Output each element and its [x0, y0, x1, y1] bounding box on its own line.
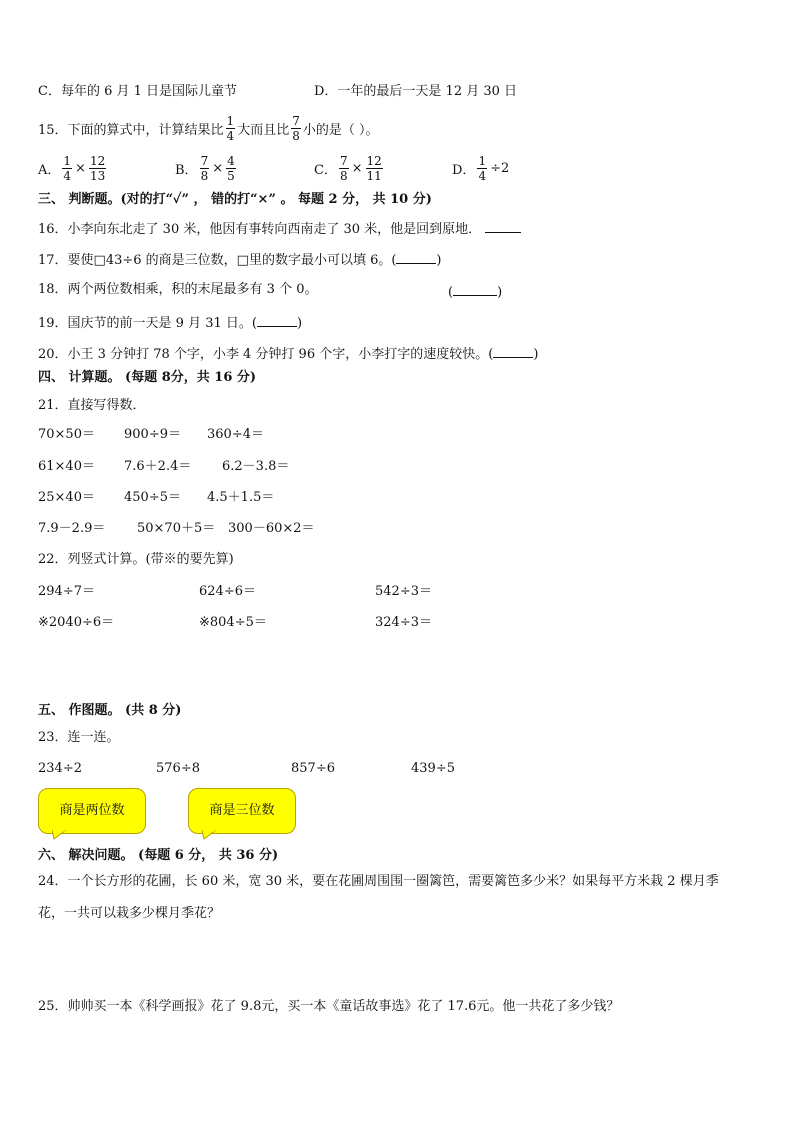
q21-row-3-col-3: 4.5＋1.5＝ [207, 490, 275, 505]
q21-row-2-col-3: 6.2－3.8＝ [222, 459, 290, 474]
q24-line-1: 24．一个长方形的花圃，长 60 米，宽 30 米，要在花圃周围围一圈篱笆，需要篱笆多少米？如果每平方米栽 2 棵月季 [38, 874, 719, 889]
q21-row-4-col-1: 7.9－2.9＝ [38, 521, 106, 536]
q21-row-1-col-3: 360÷4＝ [207, 427, 264, 442]
q20-answer-blank[interactable] [493, 343, 533, 358]
q15-stem-part-a: 15．下面的算式中，计算结果比 [38, 122, 224, 138]
section-4-heading: 四、 计算题。 (每题 8分，共 16 分) [38, 370, 257, 385]
q14-option-c: C．每年的 6 月 1 日是国际儿童节 [38, 84, 238, 99]
q21-row-4-col-2: 50×70＋5＝ [137, 521, 216, 536]
q23-stem: 23．连一连。 [38, 730, 120, 745]
q15-option-b: B． $\frac{7}{8}$ × $\frac{4}{5}$ [175, 153, 235, 183]
q15-option-c: C． $\frac{7}{8}$ × $\frac{12}{11}$ [314, 153, 382, 183]
q16-answer-blank[interactable] [485, 218, 521, 233]
section-5-heading: 五、 作图题。 (共 8 分) [38, 703, 182, 718]
q16: 16．小李向东北走了 30 米，他因有事转向西南走了 30 米，他是回到原地． [38, 218, 521, 239]
q15-option-d: D． $\frac{1}{4}$ ÷2 [452, 153, 510, 183]
q25: 25．帅帅买一本《科学画报》花了 9.8元，买一本《童话故事选》花了 17.6元。他一共花了多少钱？ [38, 999, 620, 1014]
q21-row-3-col-2: 450÷5＝ [124, 490, 181, 505]
section-3-heading: 三、 判断题。(对的打“✓” ， 错的打“×” 。 每题 2 分， 共 10 分) [38, 192, 432, 207]
q23-item-2[interactable]: 576÷8 [156, 761, 200, 776]
q15-stem [38, 110, 378, 146]
q23-box-2-tail-icon [202, 830, 218, 840]
q23-box-two-digit-quotient[interactable]: 商是两位数 [38, 788, 146, 834]
q23-box-1-tail-icon [52, 830, 68, 840]
q21-stem: 21．直接写得数． [38, 398, 146, 413]
q15-option-a: A． $\frac{1}{4}$ × $\frac{12}{13}$ [38, 153, 106, 183]
q18-answer-blank[interactable] [453, 281, 497, 296]
q22-row-1-col-1: 294÷7＝ [38, 584, 95, 599]
q15-fraction-seven-eighths: $\frac{7}{8}$ [292, 113, 300, 143]
q24-line-2: 花，一共可以栽多少棵月季花？ [38, 906, 221, 921]
q15-stem-part-b: 大而且比 [237, 122, 290, 138]
section-6-heading: 六、 解决问题。 (每题 6 分， 共 36 分) [38, 848, 279, 863]
q18-answer: ( ) [448, 281, 502, 302]
q21-row-2-col-1: 61×40＝ [38, 459, 95, 474]
q23-item-3[interactable]: 857÷6 [291, 761, 335, 776]
q22-row-2-col-1: ※2040÷6＝ [38, 615, 115, 630]
q23-item-1[interactable]: 234÷2 [38, 761, 82, 776]
q22-row-1-col-3: 542÷3＝ [375, 584, 432, 599]
q15-stem-part-c: 小的是（ ）。 [302, 122, 379, 138]
q17: 17．要使□43÷6 的商是三位数，□里的数字最小可以填 6。( ) [38, 249, 442, 270]
q19-answer-blank[interactable] [257, 312, 297, 327]
q20: 20．小王 3 分钟打 78 个字，小李 4 分钟打 96 个字，小李打字的速度较快。( ) [38, 343, 538, 364]
q22-row-2-col-3: 324÷3＝ [375, 615, 432, 630]
q21-row-4-col-3: 300－60×2＝ [228, 521, 315, 536]
q22-row-1-col-2: 624÷6＝ [199, 584, 256, 599]
q21-row-1-col-1: 70×50＝ [38, 427, 95, 442]
q23-box-three-digit-quotient[interactable]: 商是三位数 [188, 788, 296, 834]
q23-item-4[interactable]: 439÷5 [411, 761, 455, 776]
q21-row-1-col-2: 900÷9＝ [124, 427, 181, 442]
q21-row-2-col-2: 7.6＋2.4＝ [124, 459, 192, 474]
q19: 19．国庆节的前一天是 9 月 31 日。( ) [38, 312, 302, 333]
q17-answer-blank[interactable] [396, 249, 436, 264]
q14-option-d: D．一年的最后一天是 12 月 30 日 [314, 84, 518, 99]
q22-row-2-col-2: ※804÷5＝ [199, 615, 267, 630]
q15-fraction-one-quarter: $\frac{1}{4}$ [226, 113, 235, 143]
q21-row-3-col-1: 25×40＝ [38, 490, 95, 505]
q18: 18．两个两位数相乘，积的末尾最多有 3 个 0。 [38, 282, 318, 297]
q22-stem: 22．列竖式计算。(带※的要先算) [38, 552, 234, 567]
